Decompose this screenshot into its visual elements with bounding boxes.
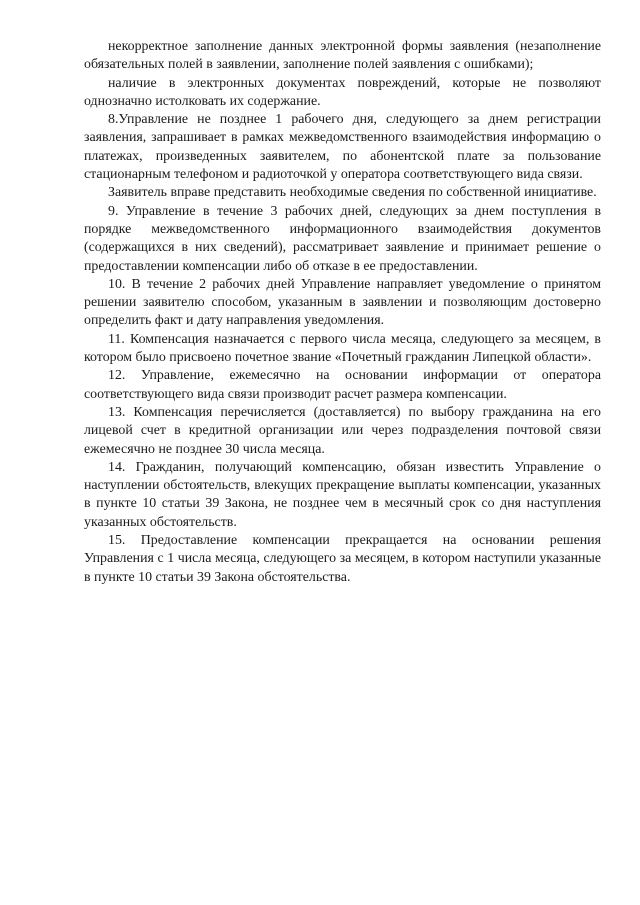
- paragraph-item-9: 9. Управление в течение 3 рабочих дней, следующих за днем поступления в порядке межведомственного информационного взаимодействия документов (содержащихся в них сведений), рассматривает заявление и принимает решение о предоставлении компенсации либо об отказе в ее предоставлении.: [84, 203, 601, 274]
- paragraph-applicant-initiative: Заявитель вправе представить необходимые сведения по собственной инициативе.: [108, 185, 597, 201]
- paragraph-incorrect-form-filling: некорректное заполнение данных электронной формы заявления (незаполнение обязательных полей в заявлении, заполнение полей заявления с ошибками);: [84, 39, 601, 73]
- paragraph-item-15: 15. Предоставление компенсации прекращается на основании решения Управления с 1 числа месяца, следующего за месяцем, в котором наступили указанные в пункте 10 статьи 39 Закона обстоятельства.: [84, 533, 601, 585]
- paragraph-item-8: 8.Управление не позднее 1 рабочего дня, следующего за днем регистрации заявления, запрашивает в рамках межведомственного взаимодействия информацию о платежах, произведенных заявителем, по абонентской плате за пользование стационарным телефоном и радиоточкой у оператора соответствующего вида связи.: [84, 112, 601, 183]
- paragraph-item-11: 11. Компенсация назначается с первого числа месяца, следующего за месяцем, в котором было присвоено почетное звание «Почетный гражданин Липецкой области».: [84, 331, 601, 366]
- document-page: [84, 38, 601, 587]
- paragraph-item-12: 12. Управление, ежемесячно на основании информации от оператора соответствующего вида связи производит расчет размера компенсации.: [84, 368, 601, 402]
- paragraph-item-14: 14. Гражданин, получающий компенсацию, обязан известить Управление о наступлении обстоятельств, влекущих прекращение выплаты компенсации, указанных в пункте 10 статьи 39 Закона, не позднее чем в месячный срок со дня наступления указанных обстоятельств.: [84, 459, 601, 530]
- paragraph-damaged-documents: наличие в электронных документах повреждений, которые не позволяют однозначно истолковать их содержание.: [84, 75, 601, 109]
- paragraph-item-13: 13. Компенсация перечисляется (доставляется) по выбору гражданина на его лицевой счет в кредитной организации или через подразделения почтовой связи ежемесячно не позднее 30 числа месяца.: [84, 404, 601, 457]
- paragraph-item-10: 10. В течение 2 рабочих дней Управление направляет уведомление о принятом решении заявителю способом, указанным в заявлении и позволяющим достоверно определить факт и дату направления уведомления.: [84, 276, 601, 329]
